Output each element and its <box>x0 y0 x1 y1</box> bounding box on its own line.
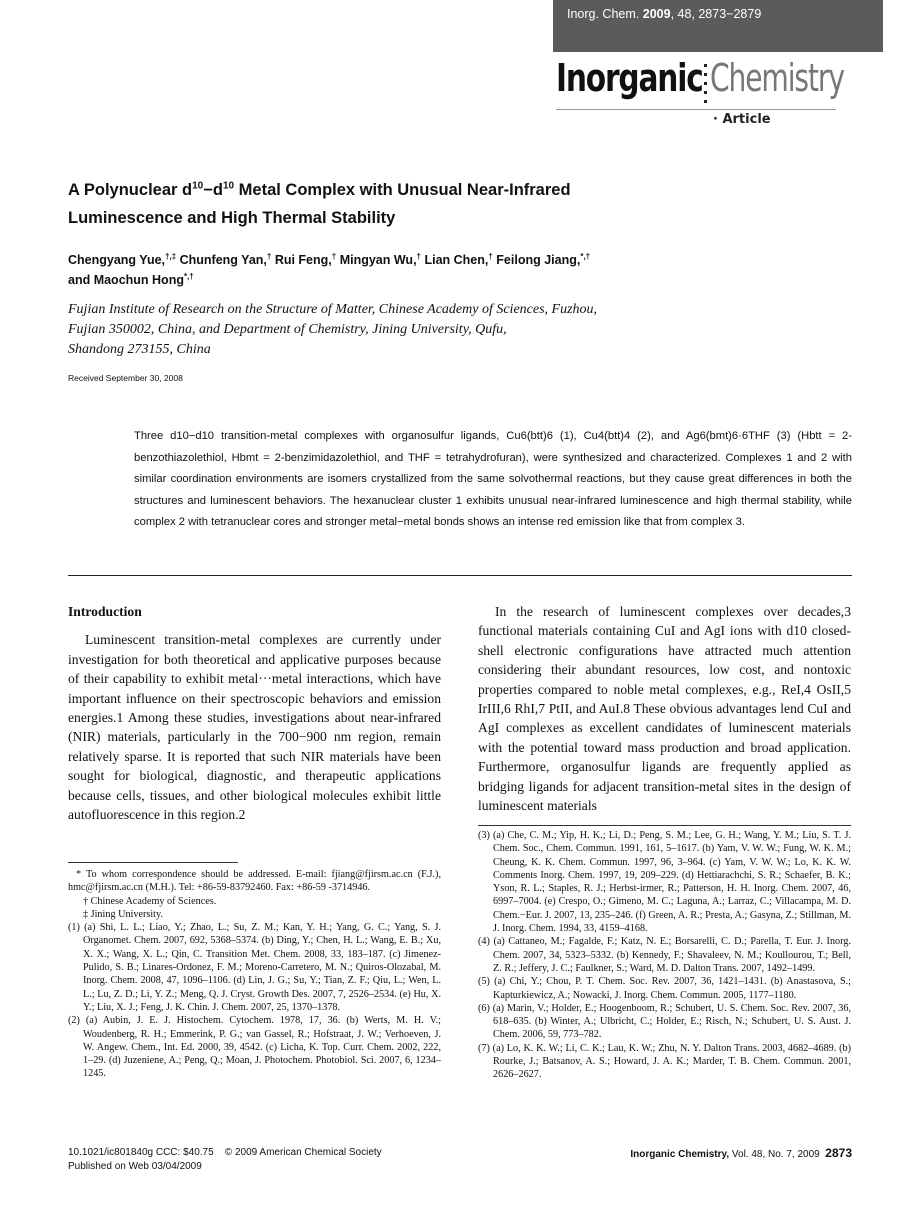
affiliation-note: ‡ Jining University. <box>83 908 163 920</box>
footnotes-left <box>68 862 441 1081</box>
author-name: and Maochun Hong <box>68 273 184 287</box>
affiliation-line: Shandong 273155, China <box>68 342 211 357</box>
reference-item: (6) (a) Marin, V.; Holder, E.; Hoogenboom, R.; Schubert, U. S. Chem. Soc. Rev. 2007, 36, 618–635. (b) Winter, A.; Ulbricht, C.; Holder, E.; Risch, N.; Schubert, U. S. Aust. J. Chem. 2006, 59, 773–782. <box>478 1002 851 1041</box>
logo-word-inorganic: Inorganic <box>556 56 703 100</box>
logo-dotted-separator <box>704 64 707 104</box>
citation-bar <box>553 0 883 52</box>
reference-item: (5) (a) Chi, Y.; Chou, P. T. Chem. Soc. Rev. 2007, 36, 1421–1431. (b) Anastasova, S.; Kapturkiewicz, A.; Nowacki, J. Inorg. Chem. Commun. 2005, 1177–1180. <box>478 976 851 1001</box>
author-list <box>68 250 828 290</box>
article-title <box>68 176 708 232</box>
received-date: Received September 30, 2008 <box>68 373 183 383</box>
author-name: Feilong Jiang, <box>492 253 581 267</box>
abstract: Three d10−d10 transition-metal complexes with organosulfur ligands, Cu6(btt)6 (1), Cu4(btt)4 (2), and Ag6(bmt)6·6THF (3) (Hbtt = 2-benzothiazolethiol, Hbmt = 2-benzimidazolethiol, and THF = tetrahydrofuran), were synthesized and characterized. Complexes 1 and 2 with similar coordination environments are isomers crystallized from the same solvothermal reactions, but they cause great differences in both the structures and luminescent behaviors. The hexanuclear cluster 1 exhibits unusual near-infrared luminescence and high thermal stability, while complex 2 with tetranuclear cores and stronger metal−metal bonds shows an intense red emission like that from complex 3. <box>134 430 852 528</box>
footer-volume: Vol. 48, No. 7, 2009 <box>731 1149 820 1160</box>
citation-journal: Inorg. Chem. <box>567 7 640 21</box>
author-name: Chengyang Yue, <box>68 253 166 267</box>
page-number: 2873 <box>825 1146 852 1160</box>
author-name: Rui Feng, <box>271 253 332 267</box>
author-name: Lian Chen, <box>421 253 489 267</box>
author-affiliation-mark: † <box>416 251 421 261</box>
copyright: © 2009 American Chemical Society <box>224 1147 382 1158</box>
reference-item: (4) (a) Cattaneo, M.; Fagalde, F.; Katz, N. E.; Borsarelli, C. D.; Parella, T. Eur. J. Inorg. Chem. 2007, 34, 5323–5332. (b) Kennedy, F.; Shavaleev, N. M.; Koullourou, T.; Bell, Z. R.; Jeffery, J. C.; Faulkner, S.; Ward, M. D. Dalton Trans. 2007, 1492–1499. <box>478 936 851 974</box>
body-paragraph: Luminescent transition-metal complexes are currently under investigation for both theoretical and applicative purposes because of their capability to exhibit metal···metal interactions, which have important influence on their spectroscopic behaviors and emission energies.1 Among these studies, investigations about near-infrared (NIR) materials, particularly in the 700−900 nm region, remain relatively sparse. It is reported that such NIR materials have been sought for biological, diagnostic, and therapeutic applications because cells, tissues, and other biological molecules exhibit little autofluorescence in this region.2 <box>68 632 441 823</box>
title-text-part: Metal Complex with Unusual Near-Infrared <box>234 181 571 199</box>
footer-journal: Inorganic Chemistry, <box>630 1149 730 1160</box>
author-affiliation-mark: *,† <box>183 271 194 281</box>
title-line-2: Luminescence and High Thermal Stability <box>68 209 396 227</box>
author-name: Mingyan Wu, <box>336 253 417 267</box>
author-affiliation-mark: † <box>488 251 493 261</box>
reference-item: (3) (a) Che, C. M.; Yip, H. K.; Li, D.; Peng, S. M.; Lee, G. H.; Wang, Y. M.; Liu, S. T. J. Chem. Soc., Chem. Commun. 1991, 161, 5–1617. (b) Yam, V. W. W.; Fung, W. K. M.; Cheung, K. K. Chem. Commun. 1997, 96, 3–964. (c) Yam, V. W. W.; Lo, K. K. W. Comments Inorg. Chem. 1997, 19, 209–229. (d) Hettiarachchi, S. R.; Schaefer, B. K.; Yson, R. L.; Staples, R. J.; Herbst-irmer, R.; Patterson, H. H. Inorg. Chem. 2007, 46, 6997–7004. (e) Crespo, O.; Gimeno, M. C.; Laguna, A.; Larraz, C.; Villacampa, M. D. Chem.−Eur. J. 2007, 13, 235–246. (f) Green, A. R.; Presta, A.; Gasyna, Z.; Stillman, M. J. Inorg. Chem. 1994, 33, 4159–4168. <box>478 830 851 935</box>
logo-article-label: · Article <box>713 112 771 127</box>
affiliation <box>68 300 708 360</box>
body-column-right <box>478 602 851 815</box>
published-date: Published on Web 03/04/2009 <box>68 1161 202 1172</box>
logo-word-chemistry: Chemistry <box>710 56 844 100</box>
reference-item: (7) (a) Lo, K. K. W.; Li, C. K.; Lau, K. W.; Zhu, N. Y. Dalton Trans. 2003, 4682–4689. (b) Rourke, J.; Batsanov, A. S.; Howard, J. A. K.; Marder, T. B. Chem. Commun. 2001, 2626–2627. <box>478 1042 851 1081</box>
affiliation-line: Fujian 350002, China, and Department of Chemistry, Jining University, Qufu, <box>68 322 507 337</box>
journal-logo <box>556 56 856 130</box>
reference-item: (2) (a) Aubin, J. E. J. Histochem. Cytochem. 1978, 17, 36. (b) Werts, M. H. V.; Woudenberg, R. H.; Emmerink, P. G.; van Gassel, R.; Hofstraat, J. W.; Verhoeven, J. W. Angew. Chem., Int. Ed. 2000, 39, 4542. (c) Licha, K. Top. Curr. Chem. 2002, 222, 1–29. (d) Juzeniene, A.; Peng, Q.; Moan, J. Photochem. Photobiol. Sci. 2007, 6, 1234–1245. <box>68 1015 441 1080</box>
footer-right <box>500 1146 852 1160</box>
logo-rule <box>556 109 836 110</box>
footnote-rule <box>478 825 851 826</box>
correspondence-note: * To whom correspondence should be addressed. E-mail: fjiang@fjirsm.ac.cn (F.J.), hmc@fjirsm.ac.cn (M.H.). Tel: +86-59-83792460. Fax: +86-59 -3714946. <box>68 869 441 894</box>
title-text-part: −d <box>203 181 223 199</box>
title-text-part: A Polynuclear d <box>68 181 193 199</box>
citation-year: 2009 <box>642 7 671 21</box>
doi: 10.1021/ic801840g CCC: $40.75 <box>68 1147 214 1158</box>
footnote-rule <box>68 862 238 863</box>
affiliation-note: † Chinese Academy of Sciences. <box>83 895 217 907</box>
citation-volume-pages: , 48, 2873−2879 <box>670 7 762 21</box>
author-name: Chunfeng Yan, <box>176 253 267 267</box>
affiliation-line: Fujian Institute of Research on the Structure of Matter, Chinese Academy of Sciences, Fuzhou, <box>68 302 598 317</box>
title-superscript: 10 <box>192 180 204 192</box>
author-affiliation-mark: † <box>331 251 337 261</box>
section-heading-introduction: Introduction <box>68 604 142 619</box>
author-affiliation-mark: † <box>266 251 272 261</box>
footer-left <box>68 1146 382 1174</box>
title-superscript: 10 <box>222 180 235 192</box>
body-column-left <box>68 602 441 824</box>
body-paragraph: In the research of luminescent complexes over decades,3 functional materials containing CuI and AgI ions with d10 closed-shell electronic configurations have attracted much attention considering their abundant resources, low cost, and nontoxic properties compared to noble metal complexes, e.g., ReI,4 OsII,5 IrIII,6 RhI,7 PtII, and AuI.8 These obvious advantages lend CuI and AgI complexes as excellent candidates of luminescent materials with the potential toward mass production and broad application. Furthermore, organosulfur ligands are frequently applied as bridging ligands for adjacent transition-metal sites in the design of luminescent materials <box>478 604 851 814</box>
section-divider <box>68 575 852 576</box>
author-affiliation-mark: †,‡ <box>165 251 177 261</box>
author-affiliation-mark: *,† <box>580 251 591 261</box>
reference-item: (1) (a) Shi, L. L.; Liao, Y.; Zhao, L.; Su, Z. M.; Kan, Y. H.; Yang, G. C.; Yang, S. J. Organomet. Chem. 2007, 692, 5368–5374. (b) Ding, Y.; Chen, H. L.; Wang, E. B.; Xu, X. X.; Wang, X. L.; Qin, C. Transition Met. Chem. 2008, 33, 183–187. (c) Jimenez-Pulido, S. B.; Linares-Ordonez, F. M.; Moreno-Carretero, M. N.; Quiros-Olozabal, M. Inorg. Chem. 2008, 47, 1096–1106. (d) Lin, J. G.; Su, Y.; Tian, Z. F.; Qiu, L.; Wen, L. L.; Lu, Z. D.; Li, Y. Z.; Meng, Q. J. Cryst. Growth Des. 2007, 7, 2526–2534. (e) Hu, X. Y.; Liu, X. J.; Feng, J. K. Chin. J. Chem. 2007, 25, 1370–1378. <box>68 922 441 1013</box>
footnotes-right <box>478 825 851 1082</box>
